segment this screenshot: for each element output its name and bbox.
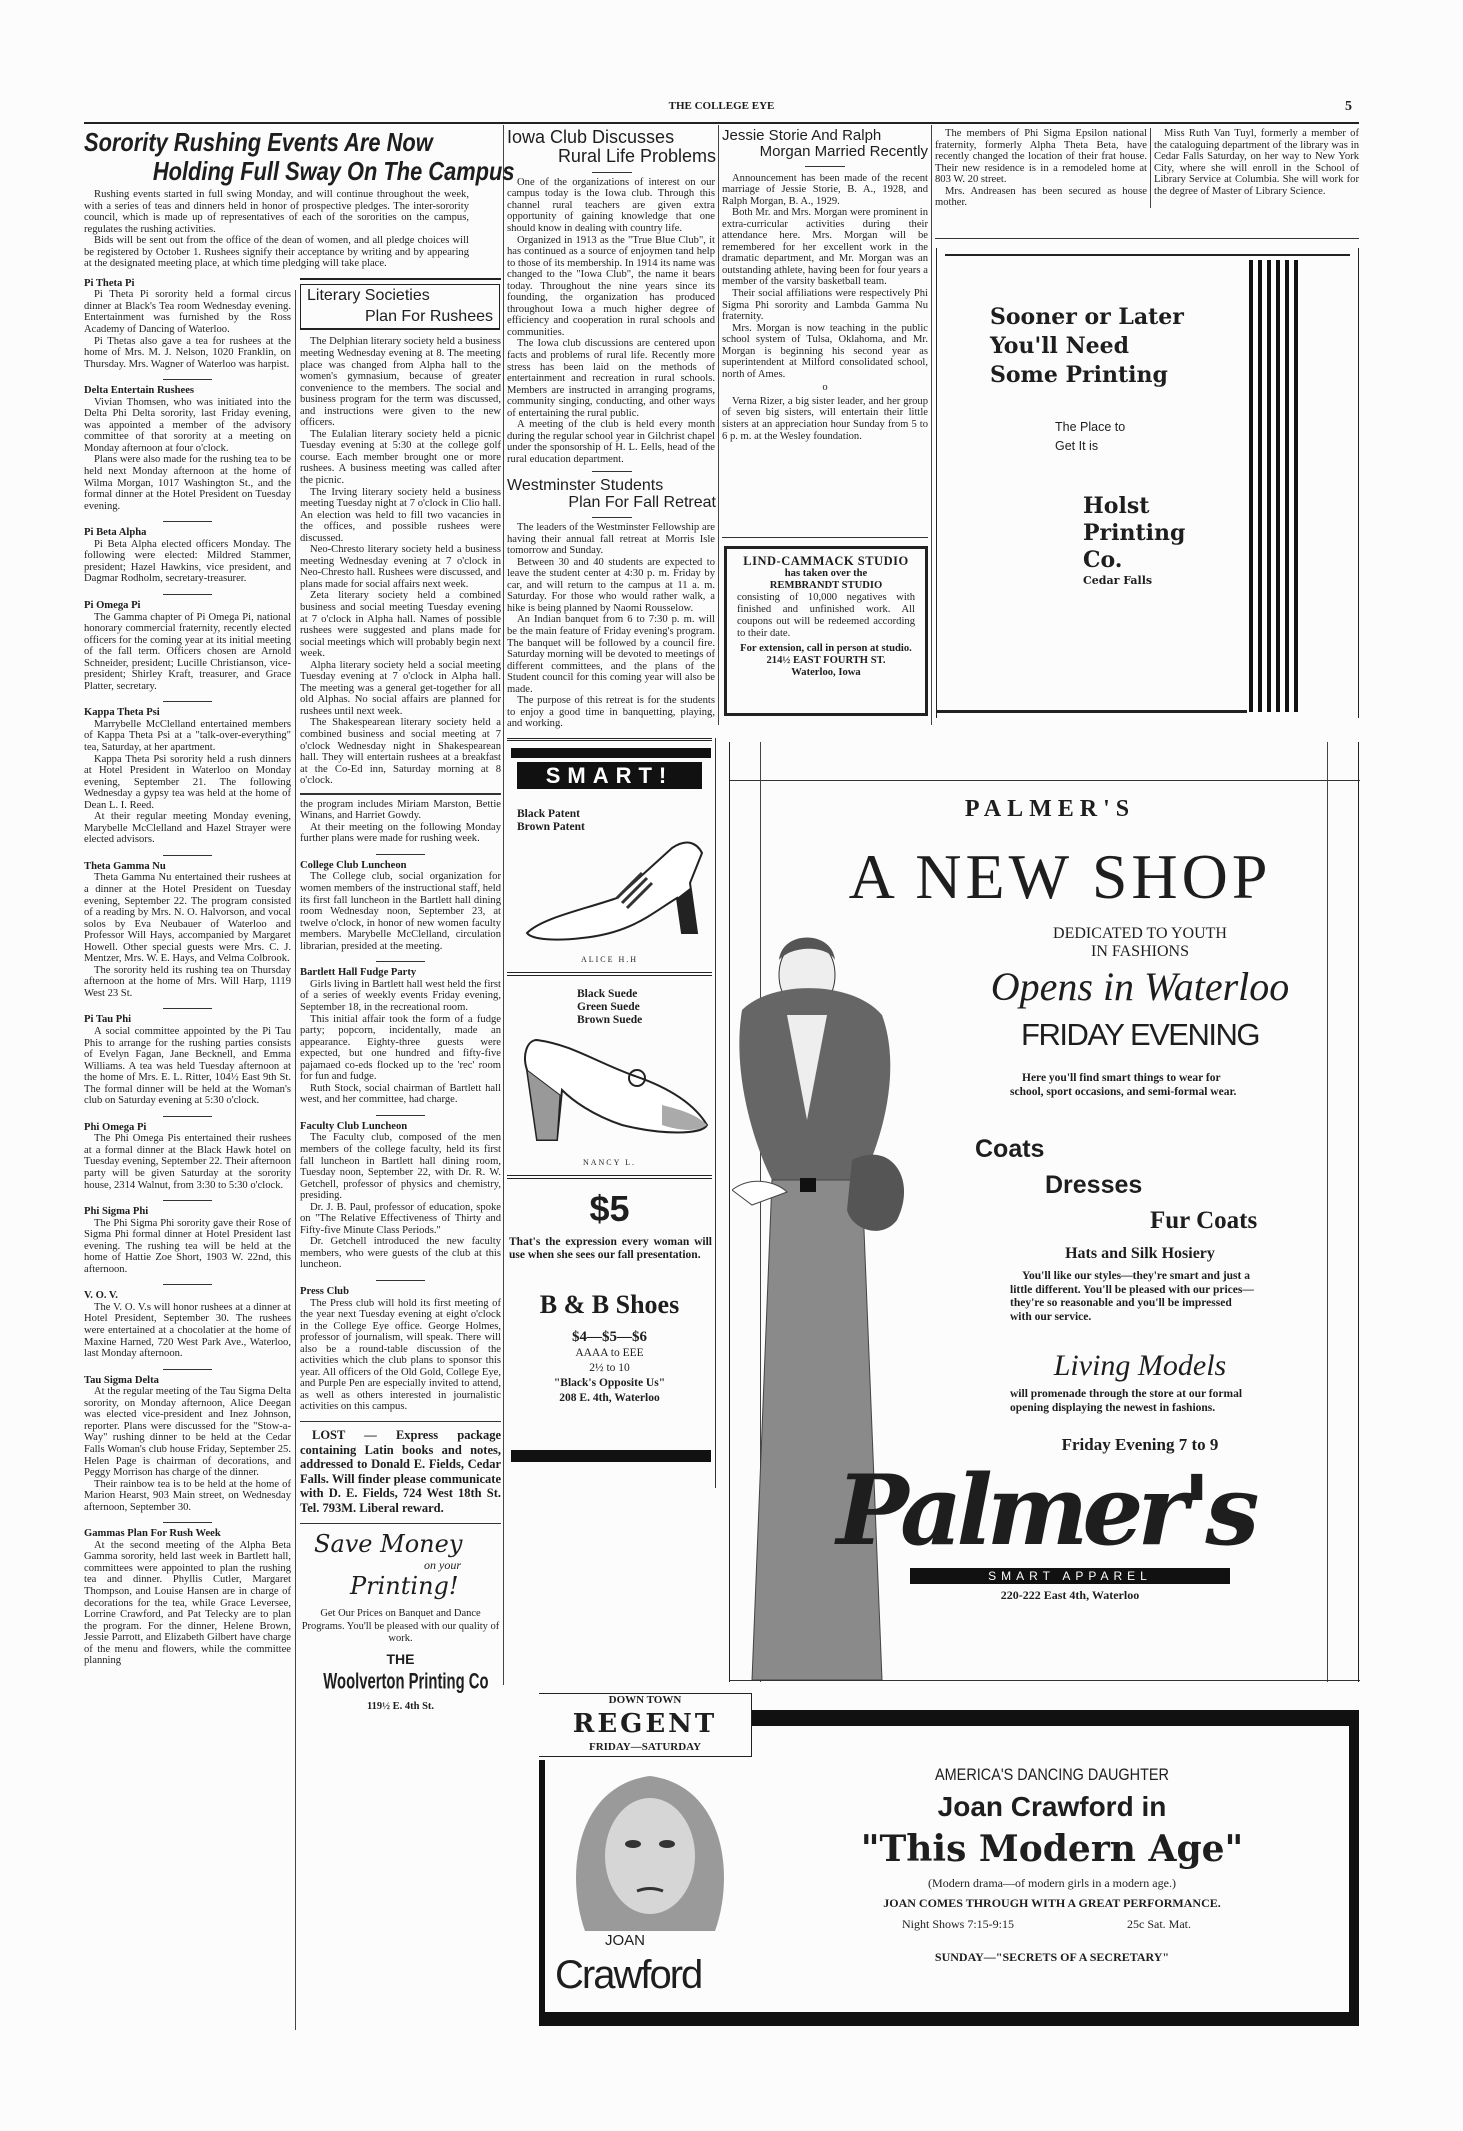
- column-divider: [718, 125, 719, 725]
- style-list-1: [517, 808, 585, 834]
- company-name: Printing: [1083, 520, 1186, 546]
- ad-line: Some Printing: [990, 362, 1168, 388]
- ad-line: The Place to: [1055, 420, 1126, 434]
- headline: Holding Full Sway On The Campus: [152, 156, 515, 186]
- palmers-ad: [729, 742, 1359, 1682]
- phi-sigma-epsilon-brief: [935, 128, 1147, 209]
- paragraph: Kappa Theta Psi sorority held a rush dinners at Hotel President in Waterloo on Monday evening, September 21. The following Wednesday a gypsy tea was held at the home of Dean L. I. Reed.: [84, 753, 291, 811]
- rule: [300, 1523, 501, 1524]
- ad-body: You'll like our styles—they're smart and just a little different. You'll be pleased with our prices—they're so reasonable and you'll be impressed with our service.: [1010, 1270, 1254, 1323]
- ad-script: on your: [424, 1558, 461, 1572]
- company-city: Cedar Falls: [1083, 574, 1153, 587]
- bb-shoes-ad: [507, 738, 716, 1488]
- company-name: Co.: [1083, 547, 1123, 573]
- store-details: [507, 1328, 712, 1406]
- paragraph: One of the organizations of interest on our campus today is the Iowa club. Through this channel rural teachers are given extra opportunity of gaining knowledge that one should know in dealing with country life.: [507, 176, 715, 234]
- price-headline: $5: [589, 1187, 630, 1229]
- ad-subheadline: [960, 925, 1320, 961]
- paragraph: An Indian banquet from 6 to 7:30 p. m. will be the main feature of Friday evening's program. The banquet will be followed by a council fire. Saturday morning will be devoted to meetings of different committees, and the plans of the Student council for this coming year will also be made.: [507, 614, 715, 695]
- regent-movie-ad: [752, 1710, 1359, 2028]
- paragraph: Neo-Chresto literary society held a business meeting Wednesday evening at 7 o'clock in Neo-Chresto hall. Rushees were discussed, and plans made for social affairs next week.: [300, 544, 501, 590]
- ad-line: IN FASHIONS: [1091, 943, 1189, 960]
- section-heading: Kappa Theta Psi: [84, 701, 291, 719]
- paragraph: The Phi Omega Pis entertained their rushees at a formal dinner at the Black Hawk hotel on Tuesday evening, September 22. Their afternoon party will be given Saturday at the sorority house, 2314 Walnut, from 3:30 to 5:30 o'clock.: [84, 1133, 291, 1191]
- paragraph: Announcement has been made of the recent marriage of Jessie Storie, B. A., 1928, and Ralph Morgan, B. A., 1929.: [722, 172, 928, 207]
- ad-body: Here you'll find smart things to wear for school, sport occasions, and semi-formal wear.: [1010, 1072, 1237, 1098]
- ad-title: LIND-CAMMACK STUDIO: [743, 554, 909, 568]
- headline: Iowa Club Discusses: [507, 127, 675, 147]
- paragraph: the program includes Miriam Marston, Bettie Winans, and Harriet Gowdy.: [300, 798, 501, 822]
- paragraph: This initial affair took the form of a fudge party; popcorn, incidentally, made an appearance. Eighty-three guests were expected, but one hundred and fifty-five pajamaed co-eds flocked up to the 'rec' room for fun and fudge.: [300, 1013, 501, 1083]
- rule: [300, 1421, 501, 1422]
- ad-line: REMBRANDT STUDIO: [769, 580, 883, 591]
- ad-body: Get Our Prices on Banquet and Dance Programs. You'll be pleased with our quality of work.: [301, 1608, 500, 1644]
- rule: [592, 172, 632, 173]
- product-fur-coats: Fur Coats: [1150, 1207, 1258, 1234]
- portrait-illustration: [555, 1766, 745, 1931]
- section-heading: Phi Sigma Phi: [84, 1200, 291, 1218]
- ad-line: For extension, call in person at studio.: [740, 643, 912, 654]
- paragraph: A meeting of the club is held every month during the regular school year in Gilchrist chapel under the sponsorship of H. L. Eells, head of the rural education department.: [507, 419, 715, 465]
- ad-headline: A NEW SHOP: [848, 841, 1272, 912]
- store-name: PALMER'S: [964, 796, 1136, 822]
- column-divider: [1150, 128, 1151, 208]
- opens-heading: Opens in Waterloo: [990, 964, 1290, 1009]
- product-coats: Coats: [975, 1135, 1045, 1163]
- column-divider: [503, 125, 504, 1685]
- style-name: Green Suede: [577, 1000, 640, 1013]
- headline: Morgan Married Recently: [759, 142, 928, 160]
- product-hats: Hats and Silk Hosiery: [1065, 1245, 1215, 1262]
- movie-kicker: AMERICA'S DANCING DAUGHTER: [935, 1765, 1169, 1784]
- rule: [592, 517, 632, 518]
- section-heading: Delta Entertain Rushees: [84, 379, 291, 397]
- rule: [507, 972, 712, 976]
- paragraph: At their regular meeting Monday evening, Marybelle McClelland and Hazel Strayer were elected advisors.: [84, 811, 291, 846]
- paragraph: The Iowa club discussions are centered upon facts and problems of rural life. Recently more stress has been laid on the methods of entertainment and recreation in rural schools. Members are instructed in arranging programs, community singing, conducting, and other ways of entertaining the rural public.: [507, 338, 715, 419]
- section-heading: Tau Sigma Delta: [84, 1369, 291, 1387]
- separator: o: [822, 382, 828, 394]
- paragraph: The Press club will hold its first meeting of the year next Tuesday evening at eight o'clock in the College Eye office. George Holmes, professor of journalism, will speak. There will also be a round-table discussion of the activities which the club plans to sponsor this year. All officers of the Old Gold, College Eye, and Purple Pen are especially invited to attend, as well as others interested in journalistic activities on this campus.: [300, 1297, 501, 1413]
- paragraph: Girls living in Bartlett hall west held the first of a series of weekly events Friday evening, September 18, in the recreational room.: [300, 978, 501, 1013]
- paragraph: Their social affiliations were respectively Phi Sigma Phi sorority and Lambda Gamma Nu fraternity.: [722, 287, 928, 323]
- headline: Plan For Rushees: [364, 307, 493, 325]
- rule: [722, 537, 928, 538]
- paragraph: At the regular meeting of the Tau Sigma Delta sorority, on Monday afternoon, Alice Deegan was elected vice-president and Inez Johnson, reporter. Plans were discussed for the "Stow-a-Way" rushing dinner to be held at the Cedar Falls Woman's club house Friday, September 25. Helen Page is chairman of decorations, and Peggy Morrison has charge of the dinner.: [84, 1386, 291, 1479]
- ad-line: Get It is: [1055, 439, 1099, 453]
- ad-company-name: Woolverton Printing Co: [323, 1670, 489, 1695]
- paragraph: Between 30 and 40 students are expected to leave the student center at 4:30 p. m. Friday by car, and will return to the campus at 11 a. m. Saturday. For those who would rather walk, a hike is being planned by Naomi Rousselow.: [507, 556, 715, 614]
- theater-name: REGENT: [572, 1709, 718, 1739]
- paragraph: Mrs. Andreasen has been secured as house mother.: [935, 185, 1147, 209]
- movie-title: "This Modern Age": [860, 1828, 1244, 1870]
- paragraph: The Eulalian literary society held a picnic Tuesday evening at 5:30 at the college golf course. Each member brought one or more rushees. A business meeting was called after the picnic.: [300, 428, 501, 486]
- paragraph: Bids will be sent out from the office of the dean of women, and all pledge choices will be registered by October 1. Rushees signify their acceptance by writing and by appearing at the designated meeting place, at which time pledging will take place.: [84, 235, 469, 270]
- movie-star: Joan Crawford in: [937, 1791, 1167, 1822]
- ad-the: THE: [386, 1650, 415, 1667]
- ad-address: 119½ E. 4th St.: [366, 1701, 435, 1713]
- black-bar: [511, 1450, 711, 1462]
- living-models-heading: Living Models: [1053, 1349, 1227, 1382]
- literary-column: [300, 336, 501, 1413]
- paragraph: Pi Beta Alpha elected officers Monday. The following were elected: Mildred Stammer, president; Hazel Hawkins, vice president, and Dagmar Rodholm, secretary-treasurer.: [84, 538, 291, 585]
- ad-script: Save Money: [314, 1530, 463, 1558]
- decorative-stripes: [1249, 260, 1299, 712]
- headline: Plan For Fall Retreat: [568, 494, 716, 512]
- paragraph: Dr. Getchell introduced the new faculty members, who were guests of the club at this luncheon.: [300, 1236, 501, 1271]
- paragraph: The V. O. V.s will honor rushees at a dinner at Hotel President, September 30. The rushees were entertained at a chocolatier at the home of Maxine Harned, 720 West Park Ave., Waterloo, last Monday afternoon.: [84, 1301, 291, 1360]
- company-name: Holst: [1083, 493, 1150, 519]
- oxford-shoe-illustration: [512, 1030, 712, 1150]
- headline: Westminster Students: [507, 477, 664, 495]
- ad-body: consisting of 10,000 negatives with finished and unfinished work. All coupons out will be redeemed according to their date.: [737, 592, 915, 639]
- literary-and-clubs-column: [300, 278, 501, 1712]
- section-heading: Bartlett Hall Fudge Party: [300, 961, 501, 979]
- rule: [507, 1175, 712, 1179]
- sorority-article: [84, 127, 515, 270]
- event-time: Friday Evening 7 to 9: [1061, 1435, 1219, 1454]
- paragraph: The purpose of this retreat is for the students to enjoy a good time in banquetting, playing, and working.: [507, 695, 715, 730]
- paragraph: At their meeting on the following Monday further plans were made for rushing week.: [300, 821, 501, 845]
- rule: [300, 278, 501, 280]
- paragraph: Vivian Thomsen, who was initiated into the Delta Phi Delta sorority, last Friday evening, was appointed a member of the advisory committee of that sorority at a meeting on Monday afternoon at four o'clock.: [84, 396, 291, 454]
- joan-crawford-photo: [539, 1760, 752, 2025]
- top-rule: [84, 122, 1359, 124]
- shoe-label: NANCY L.: [582, 1157, 637, 1167]
- section-heading: Pi Beta Alpha: [84, 521, 291, 539]
- masthead-title: THE COLLEGE EYE: [668, 100, 775, 112]
- paragraph: The Irving literary society held a business meeting Tuesday night at 7 o'clock in Clio hall. An election was held to fill two vacancies in the offices, and possible rushees were discussed.: [300, 486, 501, 544]
- paragraph: The sorority held its rushing tea on Thursday afternoon at the home of Mrs. Will Harp, 1119 West 23 St.: [84, 964, 291, 999]
- paragraph: Pi Theta Pi sorority held a formal circus dinner at Black's Tea room Wednesday evening. Entertainment was furnished by the Ross Academy of Dancing of Waterloo.: [84, 289, 291, 336]
- headline: Rural Life Problems: [557, 145, 716, 166]
- paragraph: The Shakespearean literary society held a combined business and social meeting at 7 o'clock Wednesday night in Shakespearean hall. They will entertain rushees at a breakfast at the Co-Ed inn, Saturday morning at 8 o'clock.: [300, 717, 501, 787]
- section-heading: College Club Luncheon: [300, 854, 501, 872]
- section-heading: Pi Omega Pi: [84, 594, 291, 612]
- store-address: 220-222 East 4th, Waterloo: [1000, 1588, 1140, 1602]
- pump-shoe-illustration: [522, 838, 712, 948]
- product-dresses: Dresses: [1045, 1171, 1143, 1199]
- section-heading: Press Club: [300, 1280, 501, 1298]
- paragraph: The leaders of the Westminster Fellowship are having their annual fall retreat at Morris Isle tomorrow and Sunday.: [507, 522, 715, 557]
- ad-line: Sooner or Later: [990, 304, 1184, 330]
- column-divider: [931, 125, 932, 725]
- paragraph: Organized in 1913 as the "True Blue Club", it has continued as a source of enjoymen tand help to those of its membership. In 1914 its name was changed to the "Iowa Club", the name it bears today. Throughout the nine years since its founding, the organization has produced throughout Iowa a much higher degree of efficiency and cooperation in rural schools and communities.: [507, 234, 715, 338]
- paragraph: The College club, social organization for women members of the instructional staff, held its first fall luncheon in the Bartlett hall dining room Wednesday noon, September 23, at twelve o'clock, in honor of new women faculty members. Marybelle McClelland, circulation librarian, presided at the meeting.: [300, 871, 501, 952]
- paragraph: Zeta literary society held a combined business and social meeting Tuesday evening at 7 o'clock in Alpha hall. Names of possible rushees were suggested and plans made for social meetings which will probably begin next week.: [300, 590, 501, 660]
- widths: AAAA to EEE: [575, 1346, 644, 1359]
- tagline: "Black's Opposite Us": [553, 1376, 666, 1389]
- section-heading: Theta Gamma Nu: [84, 855, 291, 873]
- logo-tagline: SMART APPAREL: [910, 1568, 1230, 1584]
- sizes: 2½ to 10: [589, 1361, 630, 1374]
- movie-description: (Modern drama—of modern girls in a modern age.): [928, 1876, 1176, 1890]
- paragraph: Miss Ruth Van Tuyl, formerly a member of the cataloguing department of the library was in Cedar Falls Saturday, on her way to New York City, where she will enroll in the School of Library Service at Columbia. She will work for the degree of Master of Library Science.: [1154, 128, 1359, 197]
- section-heading: Pi Theta Pi: [84, 277, 135, 289]
- style-name: Black Suede: [577, 987, 638, 1000]
- shoe-label: ALICE H.H: [580, 954, 639, 964]
- column-3: [507, 128, 716, 1488]
- ad-company: [1083, 493, 1185, 588]
- paragraph: At the second meeting of the Alpha Beta Gamma sorority, held last week in Bartlett hall, committees were appointed to plan the rushing tea and dinner. Phyllis Cutler, Margaret Thompson, and Louise Hansen are in charge of decorations for the tea, while Grace Leversee, Lorrine Crawford, and Pat Telecky are to plan the program. For the dinner, Helene Brown, Jessie Parrott, and Elizabeth Gilbert have charge of the menu and flowers, while the committee planning: [84, 1539, 291, 1667]
- ad-city: Waterloo, Iowa: [791, 667, 861, 678]
- store-name-heading: [730, 797, 1360, 822]
- ad-line: DEDICATED TO YOUTH: [1053, 925, 1227, 942]
- paragraph: Mrs. Morgan is now teaching in the public school system of Tulsa, Oklahoma, and Mr. Morgan is beginning his second year as superintendent at Milford consolidated school, north of Ames.: [722, 322, 928, 380]
- photo-caption: Crawford: [555, 1953, 702, 1997]
- paragraph: Verna Rizer, a big sister leader, and her group of seven big sisters, will entertain their little sisters at an appreciation hour Sunday from 5 to 6 p. m. at the Wesley foundation.: [722, 395, 928, 442]
- ad-line: You'll Need: [990, 333, 1130, 359]
- paragraph: The Faculty club, composed of the men members of the college faculty, held its first fall luncheon in Bartlett hall dining room, Tuesday noon, September 22, with Dr. R. W. Getchell, professor of physics and chemistry, presiding.: [300, 1132, 501, 1202]
- literary-headline-box: [300, 284, 500, 331]
- regent-header: [539, 1693, 752, 1757]
- ad-headline: [990, 303, 1184, 390]
- section-heading: Phi Omega Pi: [84, 1116, 291, 1134]
- paragraph: The members of Phi Sigma Epsilon national fraternity, formerly Alpha Theta Beta, have recently changed the location of their frat house. Their new residence is in a remodeled home at 803 W. 20 street.: [935, 128, 1147, 186]
- woolverton-ad: [300, 1530, 501, 1712]
- rule: [805, 166, 845, 167]
- headline: Sorority Rushing Events Are Now: [84, 127, 433, 157]
- van-tuyl-brief: [1154, 128, 1359, 197]
- section-heading: V. O. V.: [84, 1284, 291, 1302]
- paragraph: Dr. J. B. Paul, professor of education, spoke on "The Relative Effectiveness of Thirty and Fifty-five Minute Class Periods.": [300, 1201, 501, 1236]
- photo-caption: JOAN: [605, 1932, 646, 1949]
- paragraph: Ruth Stock, social chairman of Bartlett hall west, and her committee, had charge.: [300, 1082, 501, 1106]
- paragraph: Marrybelle McClelland entertained members of Kappa Theta Psi at a "talk-over-everything" tea, Saturday, at her apartment.: [84, 718, 291, 753]
- ad-script: Printing!: [350, 1572, 459, 1600]
- paragraph: The Phi Sigma Phi sorority gave their Rose of Sigma Phi formal dinner at Hotel President last evening. The rushing tea will be held at the home of Hattie Zoe Short, 1903 W. 22nd, this afternoon.: [84, 1217, 291, 1275]
- section-heading: Gammas Plan For Rush Week: [84, 1522, 291, 1540]
- matinee-price: 25c Sat. Mat.: [1127, 1917, 1191, 1931]
- paragraph: Rushing events started in full swing Monday, and will continue throughout the week, with a series of teas and dinners held in honor of prospective pledges. The inter-sorority council, which is made up of representatives of each of the sororities on the campus, regulates the rushing activities.: [84, 189, 469, 235]
- price-range: $4—$5—$6: [572, 1328, 647, 1345]
- rule: [300, 793, 501, 795]
- smart-banner: SMART!: [517, 762, 702, 789]
- show-times: Night Shows 7:15-9:15: [902, 1917, 1015, 1931]
- paragraph: The Gamma chapter of Pi Omega Pi, national honorary commercial fraternity, recently elected officers for the coming year at its initial meeting of the fall term. Officers chosen are Arnold Schneider, president; Lucille Christianson, vice-president; Shirley Kraft, treasurer, and Grace Platter, secretary.: [84, 611, 291, 692]
- jessie-article: [722, 128, 928, 442]
- ad-address: 214½ EAST FOURTH ST.: [766, 655, 886, 666]
- ad-line: has taken over the: [784, 568, 868, 579]
- ad-copy: That's the expression every woman will use when she sees our fall presentation.: [509, 1235, 712, 1261]
- movie-praise: JOAN COMES THROUGH WITH A GREAT PERFORMANCE.: [883, 1896, 1221, 1910]
- ad-line: DOWN TOWN: [608, 1694, 682, 1706]
- address: 208 E. 4th, Waterloo: [559, 1391, 660, 1404]
- lost-notice: LOST — Express package containing Latin books and notes, addressed to Donald E. Fields, Cedar Falls. Will finder please communicate with D. E. Fields, 724 West 18th St. Tel. 793M. Liberal reward.: [300, 1428, 501, 1515]
- style-list-2: [577, 988, 642, 1027]
- store-name: B & B Shoes: [539, 1289, 680, 1319]
- headline: Literary Societies: [307, 286, 430, 304]
- rule: [592, 471, 632, 472]
- sorority-column: [84, 278, 291, 1667]
- holst-printing-ad: [936, 248, 1359, 718]
- paragraph: Pi Thetas also gave a tea for rushees at the home of Mrs. M. J. Nelson, 1020 Franklin, on Thursday. Mrs. Wagner of Waterloo was harpist.: [84, 335, 291, 370]
- style-name: Black Patent: [517, 807, 580, 820]
- show-days: FRIDAY—SATURDAY: [588, 1741, 702, 1753]
- black-bar: [511, 748, 711, 758]
- sunday-feature: SUNDAY—"SECRETS OF A SECRETARY": [934, 1950, 1170, 1964]
- ad-body: will promenade through the store at our formal opening displaying the newest in fashions.: [1010, 1388, 1243, 1414]
- section-heading: Pi Tau Phi: [84, 1008, 291, 1026]
- palmers-logo: Palmer's: [836, 1454, 1254, 1567]
- rule: [935, 238, 1359, 239]
- section-heading: Faculty Club Luncheon: [300, 1115, 501, 1133]
- left-section: [84, 127, 515, 1713]
- paragraph: Theta Gamma Nu entertained their rushees at a dinner at the Hotel President on Tuesday evening, September 22. The program consisted of a reading by Mrs. N. O. Halvorson, and vocal solos by Eva Neubauer of Waterloo and Professor Will Hays, accompanied by Margaret Howell. Other special guests were Mrs. C. J. Mentzer, Mrs. W. E. Hays, and Velma Colbrook.: [84, 872, 291, 965]
- headline: Jessie Storie And Ralph: [722, 127, 882, 144]
- paragraph: Alpha literary society held a social meeting Tuesday evening at 7 o'clock in Alpha hall. The meeting was a general get-together for all old Alphas. No social affairs are planned for rushees until next week.: [300, 659, 501, 717]
- paragraph: Their rainbow tea is to be held at the home of Marion Hearst, 903 Main street, on Wednesday afternoon, September 30.: [84, 1478, 291, 1513]
- style-name: Brown Patent: [517, 820, 585, 833]
- paragraph: A social committee appointed by the Pi Tau Phis to arrange for the rushing parties consists of Evelyn Fagan, Jane Becknell, and Emma Williams. A tea was held Tuesday afternoon at the home of Mrs. E. L. Ritter, 104½ East 9th St. The formal dinner will be held at the Woman's club on Saturday evening at 5:30 o'clock.: [84, 1026, 291, 1107]
- lind-cammack-ad: [724, 546, 928, 716]
- paragraph: Both Mr. and Mrs. Morgan were prominent in extra-curricular activities during their attendance here. Mrs. Morgan will be remembered for her excellent work in the dramatic department, and Mr. Morgan was an outstanding athlete, having been for four years a member of the varsity basketball team.: [722, 207, 928, 288]
- style-name: Brown Suede: [577, 1013, 643, 1026]
- page-number: 5: [1345, 99, 1352, 114]
- rule: [507, 738, 712, 741]
- paragraph: Plans were also made for the rushing tea to be held next Monday afternoon at the home of Wilma Morgan, 1017 Washington St., and the formal dinner at the Hotel President on Tuesday evening.: [84, 454, 291, 512]
- friday-heading: FRIDAY EVENING: [1021, 1017, 1259, 1052]
- westminster-article: [507, 478, 716, 729]
- paragraph: The Delphian literary society held a business meeting Wednesday evening at 8. The meeting place was changed from Alpha hall to the women's gymnasium, because of greater convenience to the members. The social and business program for the term was discussed, and instructions were given to the new officers.: [300, 336, 501, 429]
- iowa-article: [507, 128, 716, 465]
